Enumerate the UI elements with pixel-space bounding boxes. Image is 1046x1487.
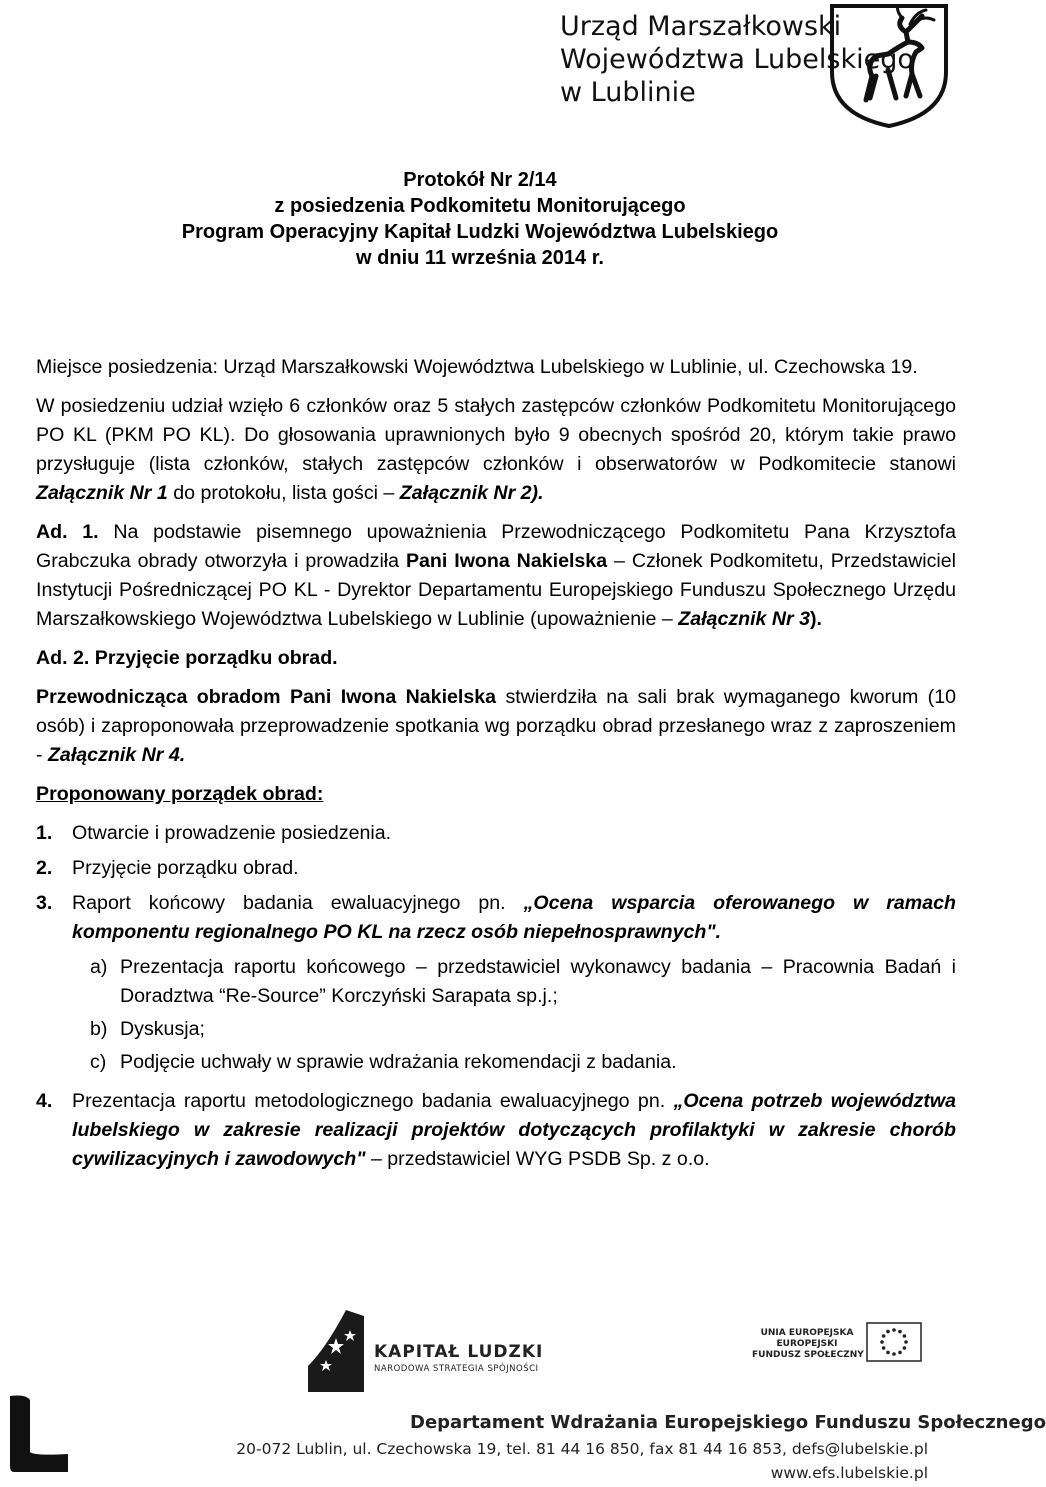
ad1-text-a: Na podstawie pisemnego upoważnienia Przewodniczącego Podkomitetu Pana Krzysztofa Grabczuka obrady otworzyła i prowadziła <box>36 521 956 572</box>
agenda-item-text: Przyjęcie porządku obrad. <box>72 857 299 879</box>
title-line2: z posiedzenia Podkomitetu Monitorującego <box>274 195 686 217</box>
kapital-ludzki-subtitle: NARODOWA STRATEGIA SPÓJNOŚCI <box>374 1364 539 1374</box>
attendance-text-a: W posiedzeniu udział wzięło 6 członków oraz 5 stałych zastępców członków Podkomitetu Monitorującego PO KL (PKM PO KL). Do głosowania uprawnionych było 9 obecnych spośród 20, którym takie prawo przysługuje (lista członków, stałych zastępców członków i obserwatorów w Podkomitecie stanowi <box>36 395 956 475</box>
agenda-item-number: 4. <box>36 1090 53 1112</box>
eu-label-line2: EUROPEJSKI <box>776 1339 838 1349</box>
office-name-line2: Województwa Lubelskiego <box>560 44 914 75</box>
agenda-heading: Proponowany porządek obrad: <box>36 783 324 805</box>
ad2-text: stwierdziła na sali brak wymaganego kworum (10 osób) i zaproponowała przeprowadzenie spotkania wg porządku obrad przesłanego wraz z zaproszeniem - <box>36 686 956 766</box>
attachment-2-ref: Załącznik Nr 2). <box>399 482 544 504</box>
ad2-heading: Ad. 2. Przyjęcie porządku obrad. <box>36 647 338 669</box>
website-link[interactable]: www.efs.lubelskie.pl <box>770 1464 928 1482</box>
eu-label-line1: UNIA EUROPEJSKA <box>760 1328 854 1338</box>
department-name: Departament Wdrażania Europejskiego Funduszu Społecznego <box>410 1412 1046 1433</box>
lubelskie-l-logo-icon <box>8 1394 70 1474</box>
agenda-item-number: 3. <box>36 892 53 914</box>
deer-crest-icon <box>826 2 952 128</box>
sub-item-text: Dyskusja; <box>120 1018 205 1040</box>
chairperson-name: Pani Iwona Nakielska <box>405 550 608 572</box>
report-title-3: „Ocena wsparcia oferowanego w ramach komponentu regionalnego PO KL na rzecz osób niepełnosprawnych". <box>72 892 956 943</box>
ad1-text-b: – Członek Podkomitetu, Przedstawiciel Instytucji Pośredniczącej PO KL - Dyrektor Departamentu Europejskiego Funduszu Społecznego Urzędu Marszałkowskiego Województwa Lubelskiego w Lublinie (upoważnienie – <box>36 550 956 630</box>
eu-label-line3: FUNDUSZ SPOŁECZNY <box>752 1350 864 1360</box>
sub-item-letter: c) <box>90 1051 107 1073</box>
eu-flag-icon <box>866 1322 922 1362</box>
ad2-chair-name: Przewodnicząca obradom Pani Iwona Nakielska <box>36 686 497 708</box>
title-line4: w dniu 11 września 2014 r. <box>356 247 604 269</box>
ad1-paragraph <box>36 518 956 634</box>
attachment-3-ref: Załącznik Nr 3 <box>678 608 811 630</box>
sub-item-letter: b) <box>90 1018 108 1040</box>
ad1-label: Ad. 1. <box>36 521 99 543</box>
sub-item-c <box>36 1048 956 1077</box>
protocol-title <box>0 167 960 271</box>
footer-logos <box>0 1300 960 1390</box>
office-name-line1: Urząd Marszałkowski <box>560 11 842 42</box>
kapital-ludzki-logo-icon <box>306 1308 366 1392</box>
agenda-item-text: Prezentacja raportu metodologicznego badania ewaluacyjnego pn. <box>72 1090 674 1112</box>
sub-item-text: Podjęcie uchwały w sprawie wdrażania rekomendacji z badania. <box>120 1051 677 1073</box>
sub-item-text: Prezentacja raportu końcowego – przedstawiciel wykonawcy badania – Pracownia Badań i Doradztwa “Re-Source” Korczyński Sarapata sp.j.; <box>120 956 956 1007</box>
sub-item-a <box>36 953 956 1011</box>
attendance-text-b: do protokołu, lista gości – <box>167 482 400 504</box>
ad2-paragraph <box>36 683 956 770</box>
eu-fund-label <box>752 1328 862 1361</box>
title-line1: Protokół Nr 2/14 <box>403 169 557 191</box>
agenda-item-number: 2. <box>36 857 53 879</box>
agenda-item-text-b: – przedstawiciel WYG PSDB Sp. z o.o. <box>365 1148 710 1170</box>
agenda-item-text: Otwarcie i prowadzenie posiedzenia. <box>72 822 392 844</box>
agenda-item-number: 1. <box>36 822 53 844</box>
agenda-item-text: Raport końcowy badania ewaluacyjnego pn. <box>72 892 524 914</box>
sub-item-letter: a) <box>90 956 108 978</box>
protocol-body <box>36 353 956 1180</box>
attendance-paragraph <box>36 392 956 508</box>
sub-item-b <box>36 1015 956 1044</box>
office-name <box>560 10 914 109</box>
agenda-item-2 <box>36 854 956 883</box>
department-address: 20-072 Lublin, ul. Czechowska 19, tel. 81 44 16 850, fax 81 44 16 853, defs@lubelskie.pl <box>236 1440 928 1458</box>
meeting-place: Miejsce posiedzenia: Urząd Marszałkowski Województwa Lubelskiego w Lublinie, ul. Czechowska 19. <box>36 356 918 378</box>
office-name-line3: w Lublinie <box>560 77 696 108</box>
agenda-item-1 <box>36 819 956 848</box>
report-title-4: „Ocena potrzeb województwa lubelskiego w zakresie realizacji projektów dotyczących profilaktyki w zakresie chorób cywilizacyjnych i zawodowych" <box>72 1090 956 1170</box>
agenda-item-4 <box>36 1087 956 1174</box>
attachment-1-ref: Załącznik Nr 1 <box>36 482 168 504</box>
kapital-ludzki-title: KAPITAŁ LUDZKI <box>374 1342 544 1362</box>
agenda-item-3 <box>36 889 956 947</box>
ad1-end: ). <box>810 608 822 630</box>
attachment-4-ref: Załącznik Nr 4. <box>47 744 186 766</box>
title-line3: Program Operacyjny Kapitał Ludzki Województwa Lubelskiego <box>181 221 779 243</box>
agenda-list <box>36 819 956 1174</box>
